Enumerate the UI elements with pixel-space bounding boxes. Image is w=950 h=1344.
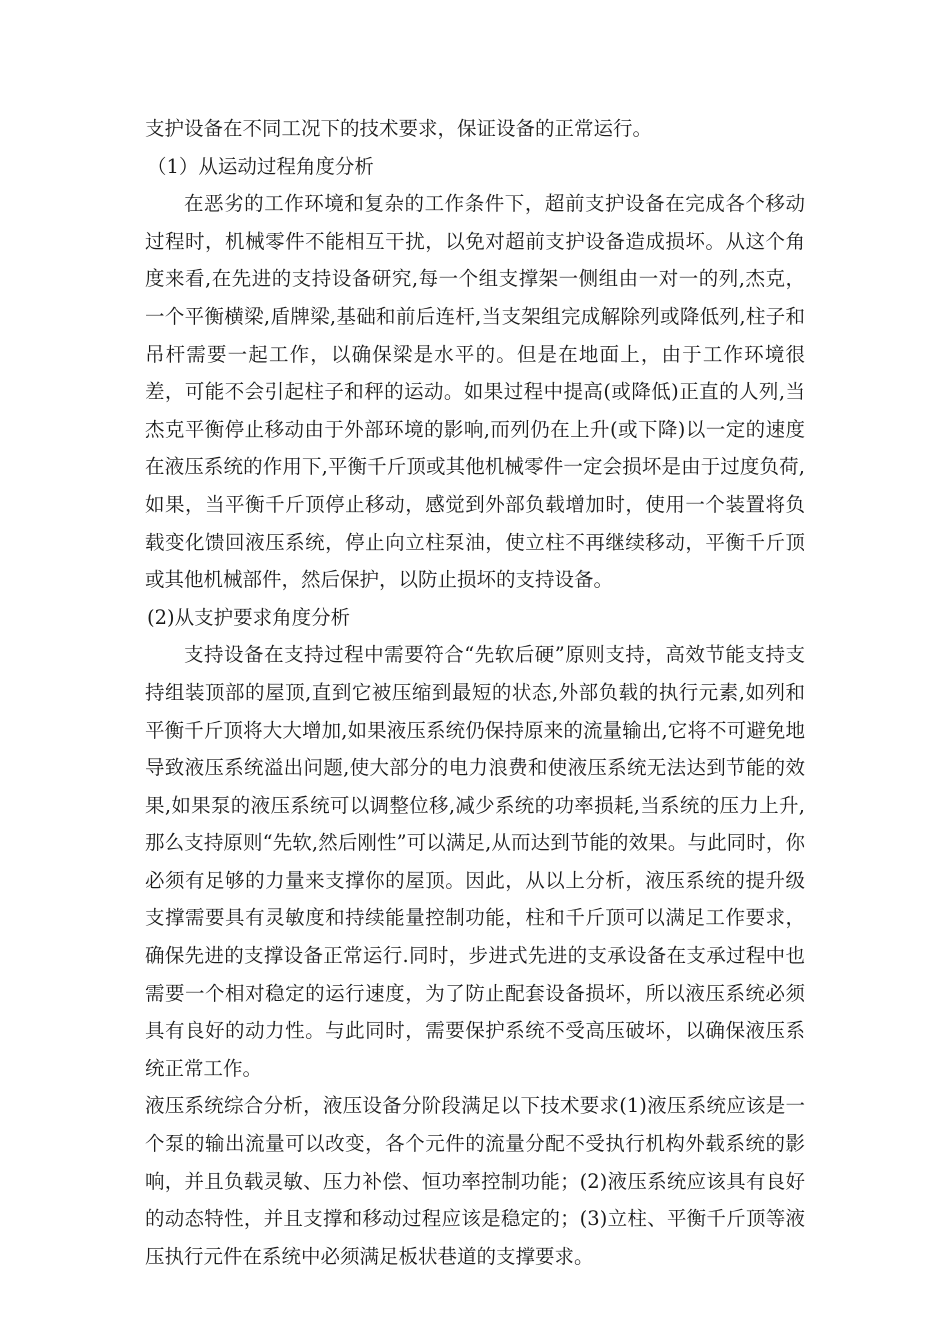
section1-heading: （1）从运动过程角度分析 xyxy=(147,154,374,178)
lead-paragraph: 支护设备在不同工况下的技术要求，保证设备的正常运行。 xyxy=(145,117,653,140)
document-page xyxy=(145,110,805,1275)
section1-paragraph: 在恶劣的工作环境和复杂的工作条件下，超前支护设备在完成各个移动过程时，机械零件不能相互干扰，以免对超前支护设备造成损坏。从这个角度来看,在先进的支持设备研究,每一个组支撑架一侧组由一对一的列,杰克，一个平衡横梁,盾牌梁,基础和前后连杆,当支架组完成解除列或降低列,柱子和吊杆需要一起工作，以确保梁是水平的。但是在地面上，由于工作环境很差，可能不会引起柱子和秤的运动。如果过程中提高(或降低)正直的人列,当杰克平衡停止移动由于外部环境的影响,而列仍在上升(或下降)以一定的速度在液压系统的作用下,平衡千斤顶或其他机械零件一定会损坏是由于过度负荷,如果，当平衡千斤顶停止移动，感觉到外部负载增加时，使用一个装置将负载变化馈回液压系统，停止向立柱泵油，使立柱不再继续移动，平衡千斤顶或其他机械部件，然后保护，以防止损坏的支持设备。 xyxy=(145,192,805,592)
section2-heading: (2)从支护要求角度分析 xyxy=(147,605,351,629)
section2-summary: 液压系统综合分析，液压设备分阶段满足以下技术要求(1)液压系统应该是一个泵的输出流量可以改变，各个元件的流量分配不受执行机构外载系统的影响，并且负载灵敏、压力补偿、恒功率控制功能；(2)液压系统应该具有良好的动态特性，并且支撑和移动过程应该是稳定的；(3)立柱、平衡千斤顶等液压执行元件在系统中必须满足板状巷道的支撑要求。 xyxy=(145,1094,805,1268)
section2-paragraph: 支持设备在支持过程中需要符合“先软后硬”原则支持，高效节能支持支持组装顶部的屋顶,直到它被压缩到最短的状态,外部负载的执行元素,如列和平衡千斤顶将大大增加,如果液压系统仍保持原来的流量输出,它将不可避免地导致液压系统溢出问题,使大部分的电力浪费和使液压系统无法达到节能的效果,如果泵的液压系统可以调整位移,减少系统的功率损耗,当系统的压力上升,那么支持原则“先软,然后刚性”可以满足,从而达到节能的效果。与此同时，你必须有足够的力量来支撑你的屋顶。因此，从以上分析，液压系统的提升级支撑需要具有灵敏度和持续能量控制功能，柱和千斤顶可以满足工作要求，确保先进的支撑设备正常运行.同时，步进式先进的支承设备在支承过程中也需要一个相对稳定的运行速度，为了防止配套设备损坏，所以液压系统必须具有良好的动力性。与此同时，需要保护系统不受高压破坏，以确保液压系统正常工作。 xyxy=(145,643,805,1080)
